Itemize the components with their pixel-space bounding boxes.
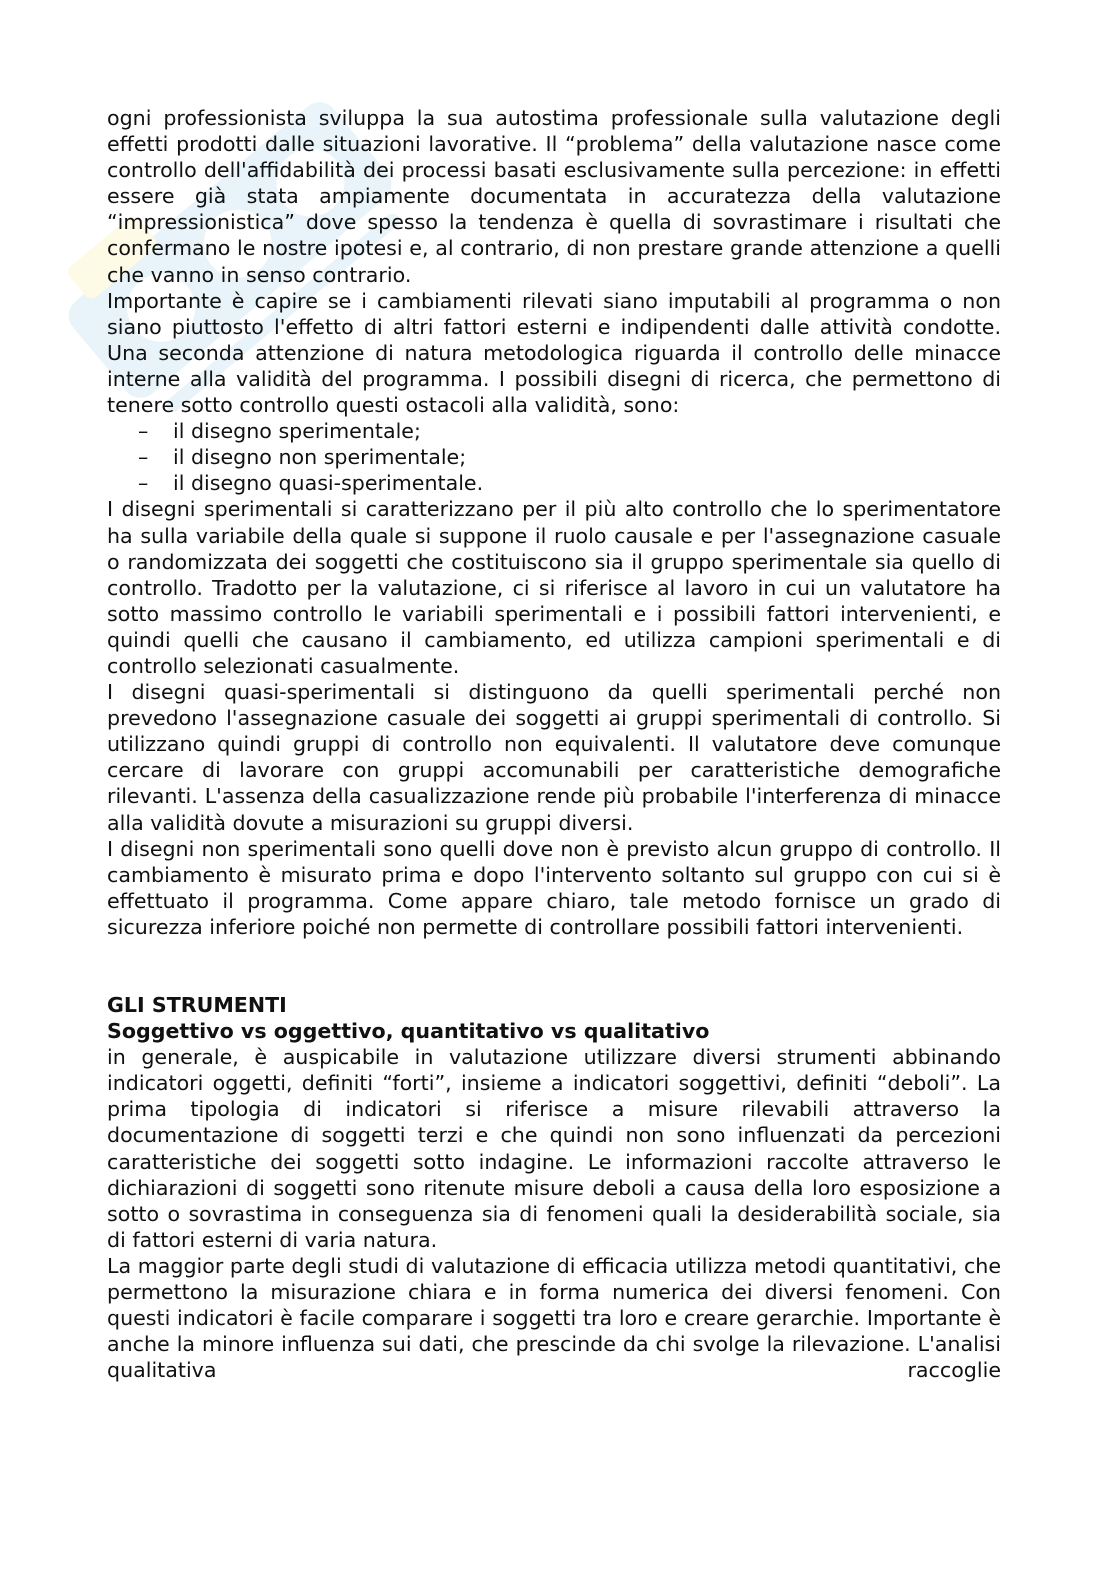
paragraph-quasi-experimental: I disegni quasi-sperimentali si distinguono da quelli sperimentali perché non prevedono l'assegnazione casuale dei soggetti ai gruppi sperimentali di controllo. Si utilizzano quindi gruppi di controllo non equivalenti. Il valutatore deve comunque cercare di lavorare con gruppi accomunabili per caratteristiche demografiche rilevanti. L'assenza della casualizzazione rende più probabile l'interferenza di minacce alla validità dovute a misurazioni su gruppi diversi. xyxy=(107,680,1001,835)
paragraph-research-designs: Importante è capire se i cambiamenti rilevati siano imputabili al programma o non siano piuttosto l'effetto di altri fattori esterni e indipendenti dalle attività condotte. Una seconda attenzione di natura metodologica riguarda il controllo delle minacce interne alla validità del programma. I possibili disegni di ricerca, che permettono di tenere sotto controllo questi ostacoli alla validità, sono: xyxy=(107,288,1001,418)
list-item-text: il disegno quasi-sperimentale. xyxy=(173,471,484,496)
list-item xyxy=(107,418,1001,444)
paragraph-indicators: in generale, è auspicabile in valutazione utilizzare diversi strumenti abbinando indicatori oggetti, definiti “forti”, insieme a indicatori soggettivi, definiti “deboli”. La prima tipologia di indicatori si riferisce a misure rilevabili attraverso la documentazione di soggetti terzi e che quindi non sono influenzati da percezioni caratteristiche dei soggetti sotto indagine. Le informazioni raccolte attraverso le dichiarazioni di soggetti sono ritenute misure deboli a causa della loro esposizione a sotto o sovrastima in conseguenza sia di fenomeni quali la desiderabilità sociale, sia di fattori esterni di varia natura. xyxy=(107,1045,1001,1252)
section-subheading: Soggettivo vs oggettivo, quantitativo vs qualitativo xyxy=(107,1019,710,1044)
paragraph-quantitative: La maggior parte degli studi di valutazione di efficacia utilizza metodi quantitativi, che permettono la misurazione chiara e in forma numerica dei diversi fenomeni. Con questi indicatori è facile comparare i soggetti tra loro e creare gerarchie. Importante è anche la minore influenza sui dati, che prescinde da chi svolge la rilevazione. L'analisi qualitativa raccoglie xyxy=(107,1253,1001,1383)
list-item xyxy=(107,444,1001,470)
dash-bullet: – xyxy=(138,445,149,470)
document-page xyxy=(107,105,1001,1383)
section-spacer xyxy=(107,940,1001,992)
section-heading: GLI STRUMENTI xyxy=(107,993,287,1017)
dash-bullet: – xyxy=(138,471,149,496)
list-item-text: il disegno sperimentale; xyxy=(173,419,421,444)
research-design-list xyxy=(107,418,1001,496)
list-item-text: il disegno non sperimentale; xyxy=(173,445,467,470)
dash-bullet: – xyxy=(138,419,149,444)
paragraph-non-experimental: I disegni non sperimentali sono quelli dove non è previsto alcun gruppo di controllo. Il cambiamento è misurato prima e dopo l'intervento soltanto sul gruppo con cui si è effettuato il programma. Come appare chiaro, tale metodo fornisce un grado di sicurezza inferiore poiché non permette di controllare possibili fattori intervenienti. xyxy=(107,836,1001,939)
paragraph-intro: ogni professionista sviluppa la sua autostima professionale sulla valutazione degli effetti prodotti dalle situazioni lavorative. Il “problema” della valutazione nasce come controllo dell'affidabilità dei processi basati esclusivamente sulla percezione: in effetti essere già stata ampiamente documentata in accuratezza della valutazione “impressionistica” dove spesso la tendenza è quella di sovrastimare i risultati che confermano le nostre ipotesi e, al contrario, di non prestare grande attenzione a quelli che vanno in senso contrario. xyxy=(107,106,1001,287)
list-item xyxy=(107,470,1001,496)
paragraph-experimental: I disegni sperimentali si caratterizzano per il più alto controllo che lo sperimentatore ha sulla variabile della quale si suppone il ruolo causale e per l'assegnazione casuale o randomizzata dei soggetti che costituiscono sia il gruppo sperimentale sia quello di controllo. Tradotto per la valutazione, ci si riferisce al lavoro in cui un valutatore ha sotto massimo controllo le variabili sperimentali e i possibili fattori intervenienti, e quindi quelli che causano il cambiamento, ed utilizza campioni sperimentali e di controllo selezionati casualmente. xyxy=(107,497,1001,678)
